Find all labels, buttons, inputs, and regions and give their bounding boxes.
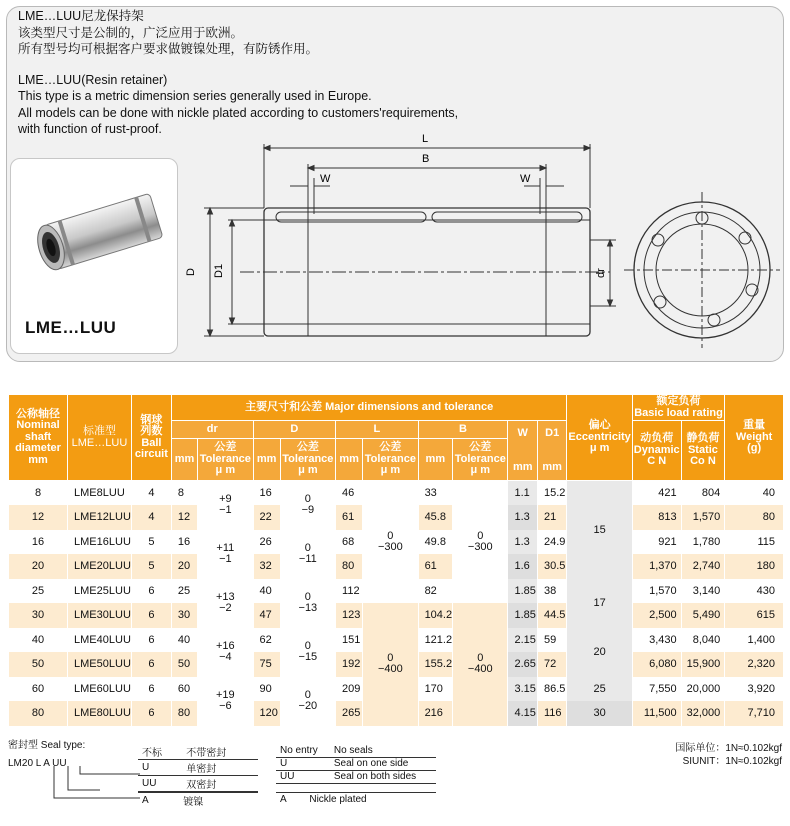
col-ball: 钢球 列数 Ball circuit <box>131 395 171 481</box>
tol-dr-cell: +11 −1 <box>198 530 253 579</box>
seal-a-cn: A 镀镍 <box>138 792 258 808</box>
col-D: D <box>253 421 336 439</box>
col-dr-tol: 公差 Tolerance μ m <box>198 439 253 481</box>
table-row: 25 LME25LUU 6 25 +13 −2 40 0 −13 112 82 1.85 38 17 1,570 3,140 430 <box>9 579 784 604</box>
col-W: W mm <box>508 421 537 481</box>
table-row: 8 LME8LUU 4 8 +9 −1 16 0 −9 46 0 −300 33 0 −300 1.1 15.2 15 421 804 40 <box>9 481 784 506</box>
col-major: 主要尺寸和公差 Major dimensions and tolerance <box>171 395 567 421</box>
tol-D-cell: 0 −9 <box>280 481 335 530</box>
intro-cn-3: 所有型号均可根据客户要求做镀镍处理，有防锈作用。 <box>18 42 319 56</box>
dim-D: D <box>185 268 197 276</box>
ecc-cell: 30 <box>567 701 632 726</box>
ecc-cell: 20 <box>567 628 632 677</box>
intro-en-3: All models can be done with nickle plated according to customers'requirements, <box>18 105 459 120</box>
col-D-tol: 公差 Tolerance μ m <box>280 439 335 481</box>
col-dr: dr <box>171 421 253 439</box>
table-row: 50 LME50LUU 6 50 75 192 155.2 2.65 72 6,080 15,900 2,320 <box>9 652 784 677</box>
intro-en-1: LME…LUU(Resin retainer) <box>18 72 168 87</box>
ecc-cell: 15 <box>567 481 632 579</box>
intro-text <box>18 8 458 138</box>
table-row: 12 LME12LUU 4 12 22 61 45.8 1.3 21 813 1,570 80 <box>9 505 784 530</box>
tol-D-cell: 0 −13 <box>280 579 335 628</box>
tol-D-cell: 0 −11 <box>280 530 335 579</box>
tol-D-cell: 0 −20 <box>280 677 335 726</box>
seal-en-table: No entry No seals U Seal on one side UU Seal on both sides <box>276 744 436 784</box>
dim-dr: dr <box>595 268 607 278</box>
spec-table <box>8 394 784 726</box>
col-nominal: 公称轴径 Nominal shaft diameter mm <box>9 395 68 481</box>
dim-D1: D1 <box>213 263 225 278</box>
seal-cn-table: 不标 不带密封 U 单密封 UU 双密封 <box>138 744 258 792</box>
dim-W-left: W <box>320 173 331 185</box>
col-dr-mm: mm <box>171 439 197 481</box>
intro-cn-2: 该类型尺寸是公制的，广泛应用于欧洲。 <box>18 25 244 40</box>
tol-B-cell: 0 −300 <box>453 481 508 604</box>
unit-note: 国际单位：1N≈0.102kgf SIUNIT：1N≈0.102kgf <box>675 743 782 767</box>
col-B: B <box>418 421 508 439</box>
col-L: L <box>336 421 419 439</box>
dim-W-right: W <box>520 173 531 185</box>
tol-D-cell: 0 −15 <box>280 628 335 677</box>
seal-code: LM20 L A UU <box>8 758 67 769</box>
table-row: 30 LME30LUU 6 30 47 123 0 −400 104.2 0 −400 1.85 44.5 2,500 5,490 615 <box>9 603 784 628</box>
table-row: 20 LME20LUU 5 20 32 80 61 1.6 30.5 1,370 2,740 180 <box>9 554 784 579</box>
ecc-cell: 17 <box>567 579 632 628</box>
intro-cn-1: LME…LUU尼龙保持架 <box>18 9 144 23</box>
col-dyn: 动负荷 Dynamic C N <box>632 421 681 481</box>
col-B-mm: mm <box>418 439 453 481</box>
tol-dr-cell: +13 −2 <box>198 579 253 628</box>
tol-L-cell: 0 −300 <box>363 481 418 604</box>
tol-dr-cell: +9 −1 <box>198 481 253 530</box>
ecc-cell: 25 <box>567 677 632 702</box>
dim-B: B <box>422 153 430 165</box>
col-ecc: 偏心 Eccentricity μ m <box>567 395 632 481</box>
technical-drawing <box>180 120 780 350</box>
tol-dr-cell: +16 −4 <box>198 628 253 677</box>
col-L-tol: 公差 Tolerance μ m <box>363 439 418 481</box>
table-row: 16 LME16LUU 5 16 +11 −1 26 0 −11 68 49.8 1.3 24.9 921 1,780 115 <box>9 530 784 555</box>
col-D-mm: mm <box>253 439 280 481</box>
intro-en-2: This type is a metric dimension series generally used in Europe. <box>18 89 372 103</box>
table-row: 60 LME60LUU 6 60 +19 −6 90 0 −20 209 170 3.15 86.5 25 7,550 20,000 3,920 <box>9 677 784 702</box>
col-D1: D1 mm <box>537 421 566 481</box>
table-row: 40 LME40LUU 6 40 +16 −4 62 0 −15 151 121.2 2.15 59 20 3,430 8,040 1,400 <box>9 628 784 653</box>
seal-title: 密封型 Seal type: <box>8 740 86 751</box>
col-weight: 重量 Weight (g) <box>725 395 784 481</box>
seal-a-en: A Nickle plated <box>276 792 436 806</box>
col-load: 额定负荷 Basic load rating <box>634 395 723 419</box>
intro-en-4: with function of rust-proof. <box>18 122 162 136</box>
product-label: LME…LUU <box>25 318 117 337</box>
dim-L: L <box>422 133 429 145</box>
seal-connector-lines <box>40 764 150 804</box>
product-photo <box>10 158 178 354</box>
tol-L-cell: 0 −400 <box>363 603 418 726</box>
col-model: 标准型 LME…LUU <box>68 395 132 481</box>
col-B-tol: 公差 Tolerance μ m <box>453 439 508 481</box>
tol-dr-cell: +19 −6 <box>198 677 253 726</box>
bearing-photo-icon <box>11 159 178 309</box>
table-row: 80 LME80LUU 6 80 120 265 216 4.15 116 30 11,500 32,000 7,710 <box>9 701 784 726</box>
col-sta: 静负荷 Static Co N <box>681 421 725 481</box>
col-L-mm: mm <box>336 439 363 481</box>
tol-B-cell: 0 −400 <box>453 603 508 726</box>
